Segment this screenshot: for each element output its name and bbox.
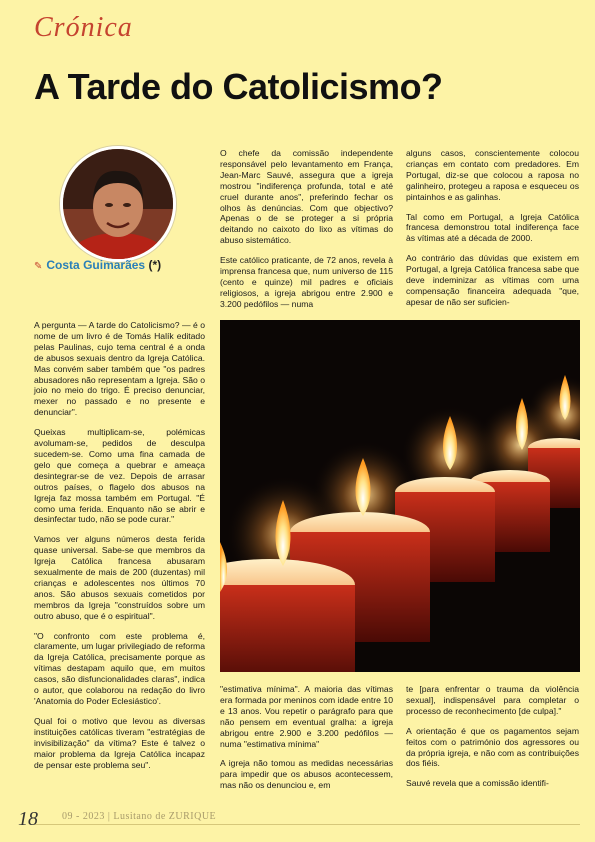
paragraph: Qual foi o motivo que levou as diversas instituições católicas tiveram "estratégias de invisibilização" da vítima? Este é talvez o maior problema da Igreja Católica incapaz de pensar este problema seu". [34,715,205,770]
author-name: Costa Guimarães [46,258,146,272]
section-label: Crónica [34,12,133,43]
footer-publication: 09 - 2023 | Lusitano de ZURIQUE [62,811,217,822]
paragraph: te [para enfrentar o trauma da violência sexual], indispensável para completar o processo de reconhecimento [de culpa]." [406,684,579,716]
paragraph: A orientação é que os pagamentos sejam feitos com o património dos agressores ou da própria igreja, e não com as contribuições dos fiéis. [406,725,579,769]
footer-rule [34,824,580,825]
candles-photo [220,320,580,672]
pencil-icon: ✎ [34,261,43,272]
paragraph: Este católico praticante, de 72 anos, revela à imprensa francesa que, num universo de 115 (cento e quinze) mil padres e oficiais religiosos, a igreja abrigou entre 2.900 e 3.200 pedófilos — numa [220,255,393,309]
paragraph: O chefe da comissão independente responsável pelo levantamento em França, Jean-Marc Sauvé, assegura que a igreja mostrou "indiferença profunda, total e até cruel durante anos", preferindo fechar os olhos às denúncias. Com que objectivo? Apenas o de se proteger a si própria deitando no caixoto do lixo as vítimas do abuso sistemático. [220,148,393,246]
paragraph: Tal como em Portugal, a Igreja Católica francesa demonstrou total indiferença face às vítimas até a década de 2000. [406,211,579,244]
author-byline [34,258,161,272]
candles-image [220,320,580,672]
author-photo [60,146,176,262]
author-portrait-image [63,149,173,259]
paragraph: Sauvé revela que a comissão identifi- [406,778,549,789]
column-1 [34,320,205,779]
paragraph: Ao contrário das dúvidas que existem em Portugal, a Igreja Católica francesa sabe que deve indeminizar as vítimas com uma compensação financeira adequada "que, apesar de não ser suficien- [406,253,579,307]
column-2 [220,148,393,319]
author-note-mark: (*) [148,258,162,272]
paragraph: A igreja não tomou as medidas necessárias para impedir que os abusos acontecessem, mas não os denunciou e, em [220,758,393,791]
column-2-bottom [220,684,393,800]
paragraph: "O confronto com este problema é, claramente, um lugar privilegiado de reforma da Igreja Católica, precisamente porque as vítimas destapam aquilo que, em muitos casos, são disfuncionalidades claras", indica o autor, que colaborou na redação do livro 'Anatomia do Poder Eclesiástico'. [34,630,205,706]
paragraph: Queixas multiplicam-se, polémicas avolumam-se, pedidos de desculpa sucedem-se. Como uma fina camada de gelo que começa a quebrar e ameaça desintegrar-se de vez. Depois de arrasar outros países, o flagelo dos abusos na Igreja faz mossa também em Portugal. "É como uma ferida. Enquanto não se abrir e desinfectar tudo, não se pode curar." [34,427,205,525]
column-3-bottom [406,684,579,798]
page-number: 18 [18,808,38,830]
article-title: A Tarde do Catolicismo? [34,66,443,107]
paragraph: A pergunta — A tarde do Catolicismo? — é o nome de um livro é de Tomás Halík editado pelas Paulinas, cujo tema central é a onda de abusos sexuais dentro da Igreja Católica. Mas convém saber também que "os padres abusadores não representam a Igreja. São o joio no meio do trigo. É preciso denunciar, mexer no passado e no presente e denunciar". [34,320,205,418]
paragraph: Vamos ver alguns números desta ferida quase universal. Sabe-se que membros da Igreja Católica francesa abusaram sexualmente de mais de 200 (duzentas) mil crianças e adolescentes nos últimos 70 anos. São abusos sexuais cometidos por membros da Igreja "construídos sobre um outro abuso, que é o espiritual". [34,534,205,621]
paragraph: "estimativa mínima". A maioria das vítimas era formada por meninos com idade entre 10 e 13 anos. Vou repetir o parágrafo para que não pensem em eventual gralha: a igreja abrigou entre 2.900 e 3.200 pedófilos — numa "estimativa mínima" [220,684,393,749]
paragraph: alguns casos, conscientemente colocou crianças em contato com predadores. Em Portugal, diz-se que colocou a raposa no galinheiro, protegeu a raposa e esqueceu os pintainhos e as galinhas. [406,148,579,202]
column-3 [406,148,579,317]
